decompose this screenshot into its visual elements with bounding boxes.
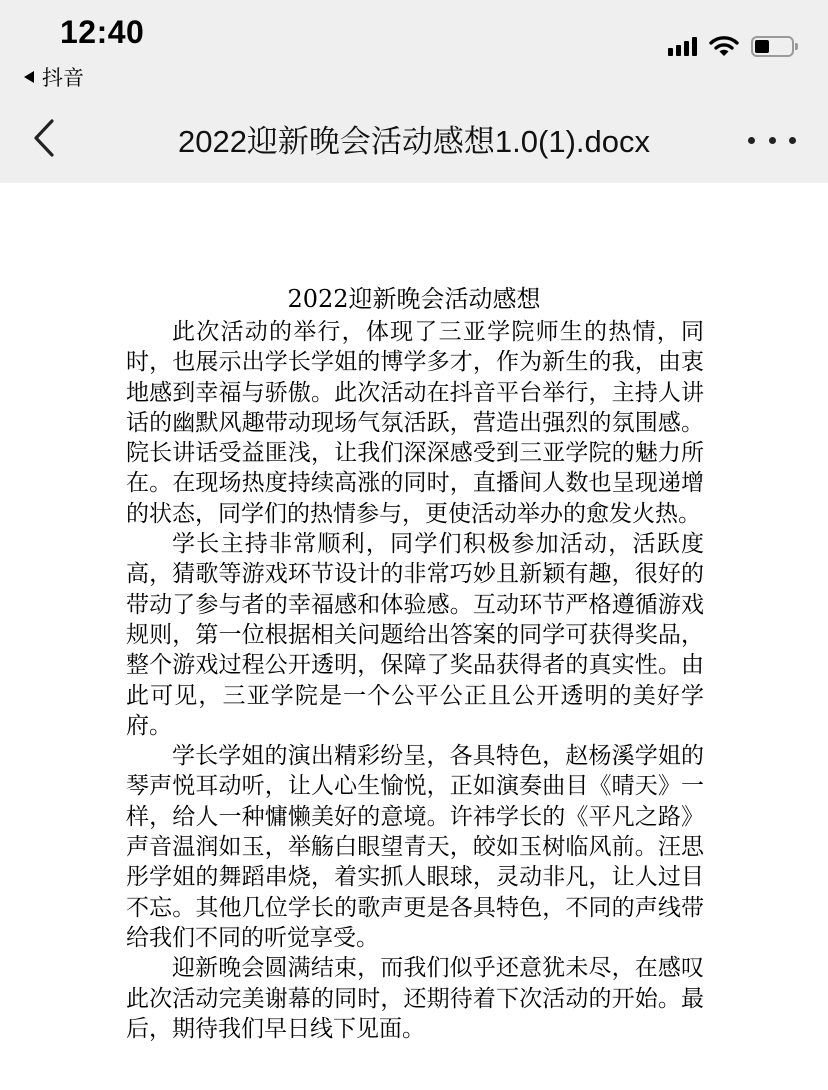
paragraph: 学长学姐的演出精彩纷呈，各具特色，赵杨溪学姐的琴声悦耳动听，让人心生愉悦，正如演奏曲目《晴天》一样，给人一种慵懒美好的意境。许祎学长的《平凡之路》声音温润如玉，举觞白眼望青天，皎如玉树临风前。汪思彤学姐的舞蹈串烧，着实抓人眼球，灵动非凡，让人过目不忘。其他几位学长的歌声更是各具特色，不同的声线带给我们不同的听觉享受。 <box>126 743 704 951</box>
back-app-label: 抖音 <box>42 66 84 90</box>
paragraph: 迎新晚会圆满结束，而我们似乎还意犹未尽，在感叹此次活动完美谢幕的同时，还期待着下次活动的开始。最后，期待我们早日线下见面。 <box>126 955 704 1042</box>
status-time: 12:40 <box>60 14 145 50</box>
battery-level <box>755 40 769 53</box>
back-triangle-icon <box>24 71 34 83</box>
paragraph: 学长主持非常顺利，同学们积极参加活动，活跃度高，猜歌等游戏环节设计的非常巧妙且新颖有趣，很好的带动了参与者的幸福感和体验感。互动环节严格遵循游戏规则，第一位根据相关问题给出答案的同学可获得奖品，整个游戏过程公开透明，保障了奖品获得者的真实性。由此可见，三亚学院是一个公平公正且公开透明的美好学府。 <box>126 531 704 739</box>
paragraph: 此次活动的举行，体现了三亚学院师生的热情，同时，也展示出学长学姐的博学多才，作为新生的我，由衷地感到幸福与骄傲。此次活动在抖音平台举行，主持人讲话的幽默风趣带动现场气氛活跃，营造出强烈的氛围感。院长讲话受益匪浅，让我们深深感受到三亚学院的魅力所在。在现场热度持续高涨的同时，直播间人数也呈现递增的状态，同学们的热情参与，更使活动举办的愈发火热。 <box>126 319 704 527</box>
back-to-app-link[interactable] <box>24 62 84 92</box>
battery-icon <box>751 36 794 57</box>
wifi-icon <box>709 35 739 57</box>
more-dot <box>748 137 755 144</box>
cellular-signal-icon <box>668 36 697 56</box>
more-button[interactable] <box>748 128 796 152</box>
more-dot <box>789 137 796 144</box>
document-page[interactable] <box>0 183 828 1090</box>
more-dot <box>769 137 776 144</box>
status-icons <box>668 35 794 57</box>
document-file-title: 2022迎新晚会活动感想1.0(1).docx <box>177 124 651 159</box>
back-button[interactable] <box>24 108 64 168</box>
top-bar <box>0 0 828 183</box>
document-body <box>126 317 704 1044</box>
chevron-left-icon <box>33 119 55 157</box>
document-heading: 2022迎新晚会活动感想 <box>287 285 541 313</box>
